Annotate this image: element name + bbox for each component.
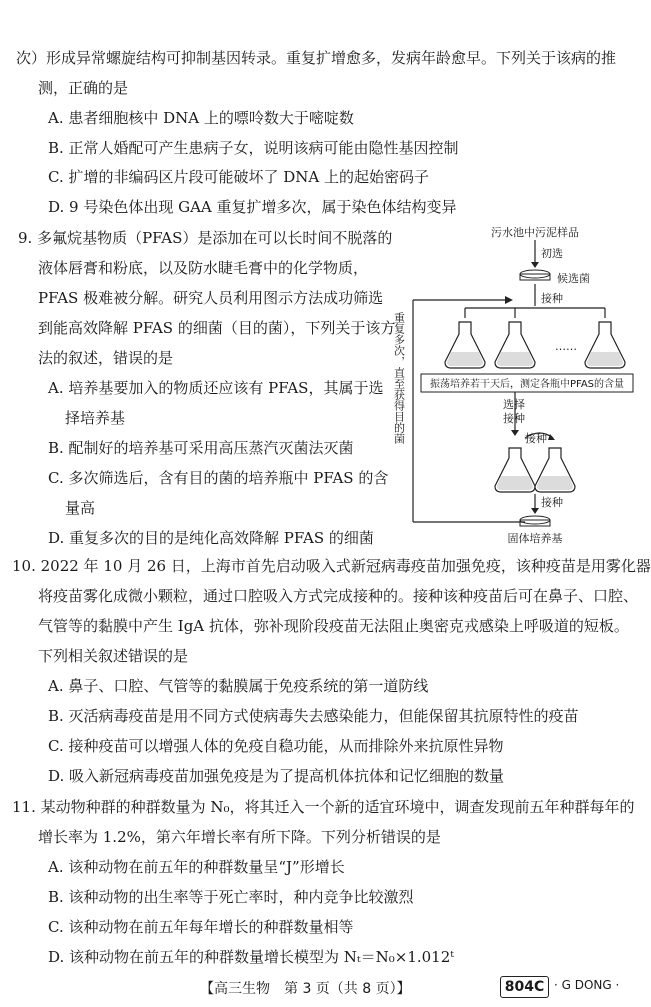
q9-stem-line-2: 液体唇膏和粉底，以及防水睫毛膏中的化学物质， (38, 259, 369, 277)
q11-stem-line-1: 11. 某动物种群的种群数量为 N₀，将其迁入一个新的适宜环境中，调查发现前五年种群每年的 (12, 798, 635, 816)
footer-page-info: 【高三生物 第 3 页（共 8 页）】 (200, 981, 411, 997)
q8-option-c: C. 扩增的非编码区片段可能破坏了 DNA 上的起始密码子 (48, 168, 430, 186)
q10-option-a: A. 鼻子、口腔、气管等的黏膜属于免疫系统的第一道防线 (48, 677, 429, 695)
screening-diagram (385, 222, 635, 552)
q10-stem-line-2: 将疫苗雾化成微小颗粒，通过口腔吸入方式完成接种的。接种该种疫苗后可在鼻子、口腔、 (38, 587, 639, 605)
q10-option-b: B. 灭活病毒疫苗是用不同方式使病毒失去感染能力，但能保留其抗原特性的疫苗 (48, 707, 579, 725)
flask-icon-4 (495, 448, 535, 492)
q9-option-a: A. 培养基要加入的物质还应该有 PFAS，其属于选 (48, 379, 384, 397)
candidate-label: 候选菌 (557, 272, 590, 285)
repeat-arrow-head (505, 296, 513, 304)
q8-option-b: B. 正常人婚配可产生患病子女，说明该病可能由隐性基因控制 (48, 139, 459, 157)
q10-option-d: D. 吸入新冠病毒疫苗加强免疫是为了提高机体抗体和记忆细胞的数量 (48, 767, 505, 785)
q9-stem-line-4: 到能高效降解 PFAS 的细菌（目的菌），下列关于该方 (38, 319, 396, 337)
q8-stem-line-1: 次）形成异常螺旋结构可抑制基因转录。重复扩增愈多，发病年龄愈早。下列关于该病的推 (16, 49, 617, 67)
q9-stem-line-3: PFAS 极难被分解。研究人员利用图示方法成功筛选 (38, 289, 384, 307)
inoculate-label-3: 接种 (541, 496, 563, 509)
initial-screen-label: 初选 (541, 247, 563, 260)
arrow-initial-head (531, 262, 539, 268)
select-label-2: 接种 (503, 412, 525, 425)
inoculate-label-1: 接种 (541, 292, 563, 305)
q11-option-d: D. 该种动物在前五年的种群数量增长模型为 Nₜ＝N₀×1.012ᵗ (48, 948, 454, 966)
q8-option-d: D. 9 号染色体出现 GAA 重复扩增多次，属于染色体结构变异 (48, 198, 457, 216)
arrow-final-head (531, 508, 539, 514)
solid-medium-label: 固体培养基 (507, 532, 563, 545)
flask-icon-2 (495, 322, 535, 368)
q10-stem-line-4: 下列相关叙述错误的是 (38, 647, 189, 665)
page-footer (0, 976, 651, 998)
exam-code-badge: 804C (500, 976, 549, 998)
measure-note: 振荡培养若干天后，测定各瓶中PFAS的含量 (429, 379, 625, 390)
q11-option-a: A. 该种动物在前五年的种群数量呈“J”形增长 (48, 858, 345, 876)
q11-option-c: C. 该种动物在前五年每年增长的种群数量相等 (48, 918, 354, 936)
q9-option-c-cont: 量高 (65, 499, 96, 517)
q10-stem-line-3: 气管等的黏膜中产生 IgA 抗体，弥补现阶段疫苗无法阻止奥密克戎感染上呼吸道的短板。 (38, 617, 629, 635)
q9-option-b: B. 配制好的培养基可采用高压蒸汽灭菌法灭菌 (48, 439, 354, 457)
q9-option-d: D. 重复多次的目的是纯化高效降解 PFAS 的细菌 (48, 529, 374, 547)
q8-option-a: A. 患者细胞核中 DNA 上的嘌呤数大于嘧啶数 (48, 109, 354, 127)
q9-stem-line-1: 9. 多氟烷基物质（PFAS）是添加在可以长时间不脱落的 (18, 229, 393, 247)
repeat-side-label: 重复多次，直至获得目的菌 (392, 312, 406, 444)
footer-brand: · G DONG · (554, 978, 620, 992)
q9-option-c: C. 多次筛选后，含有目的菌的培养瓶中 PFAS 的含 (48, 469, 389, 487)
flask-icon-1 (445, 322, 485, 368)
q11-option-b: B. 该种动物的出生率等于死亡率时，种内竞争比较激烈 (48, 888, 414, 906)
q11-stem-line-2: 增长率为 1.2%，第六年增长率有所下降。下列分析错误的是 (38, 828, 441, 846)
arrow-select-head (511, 430, 519, 436)
q9-stem-line-5: 法的叙述，错误的是 (38, 349, 174, 367)
q8-stem-line-2: 测，正确的是 (38, 79, 129, 97)
flask-icon-3 (585, 322, 625, 368)
q10-stem-line-1: 10. 2022 年 10 月 26 日，上海市首先启动吸入式新冠病毒疫苗加强免疫，该种疫苗是用雾化器 (12, 557, 651, 575)
select-label-1: 选择 (503, 398, 525, 411)
sample-label: 污水池中污泥样品 (491, 226, 579, 239)
inoculate-label-2: 接种 (525, 432, 547, 445)
flask-icon-5 (535, 448, 575, 492)
q10-option-c: C. 接种疫苗可以增强人体的免疫自稳功能，从而排除外来抗原性异物 (48, 737, 504, 755)
ellipsis-label: …… (555, 340, 577, 353)
q9-option-a-cont: 择培养基 (65, 409, 126, 427)
